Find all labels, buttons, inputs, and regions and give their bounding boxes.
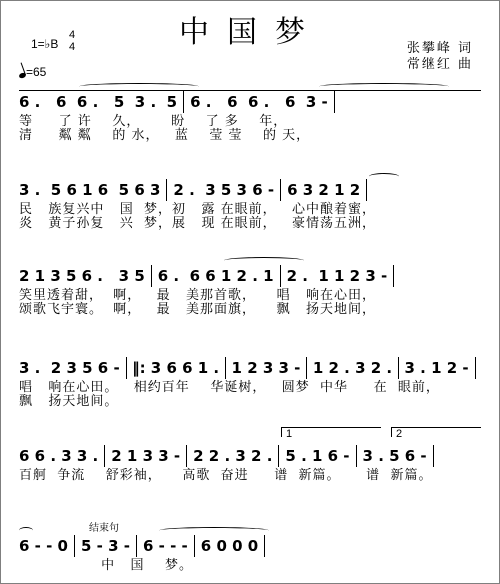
lyric-verse-1: 百舸 争流 舒彩袖， 高歌 奋进 谱 新篇。 谱 新篇。 [19, 468, 433, 483]
measure: 3 . 1 2 - [404, 359, 469, 377]
measure: 6 6 . 3 3 . [19, 447, 99, 465]
bar-line [393, 265, 394, 287]
measure: 1 2 . 3 2 . [312, 359, 393, 377]
notation-line [19, 179, 481, 201]
bar-line [280, 179, 281, 201]
tie-mark [224, 257, 304, 264]
bar-line [278, 445, 279, 467]
lyric-verse-1: 唱 响在心田。 相约百年 华诞树， 圆梦 中华 在 眼前， [19, 380, 440, 395]
time-signature-top: 4 [68, 29, 76, 41]
tie-mark [159, 527, 269, 534]
bar-line [334, 91, 335, 113]
lyric-verse-1: 中 国 梦。 [19, 558, 194, 573]
time-signature-bottom: 4 [68, 41, 76, 53]
first-ending-bracket: 1 [281, 427, 381, 437]
bar-line [186, 445, 187, 467]
bar-line [280, 265, 281, 287]
measure: 6 0 0 0 [200, 537, 259, 555]
tie-mark [19, 527, 33, 534]
measure: 5 . 1 6 - [285, 447, 350, 465]
composer-credit: 常继红 曲 [406, 57, 473, 72]
bar-line [104, 445, 105, 467]
tie-mark [79, 83, 199, 90]
bar-line [74, 535, 75, 557]
tempo-marking [19, 65, 46, 79]
repeat-start-measure: ‖: 3 6 6 1 . [132, 359, 220, 377]
bar-line [433, 445, 434, 467]
measure: 2 2 . 3 2 . [193, 447, 273, 465]
second-ending-bracket: 2 [391, 427, 481, 437]
measure: 3 . 5 6 - [362, 447, 427, 465]
lyricist-credit: 张攀峰 词 [406, 41, 473, 56]
measure: 3 . 2 3 5 6 - [19, 359, 120, 377]
notation-line [19, 535, 481, 557]
tempo-value: =65 [26, 65, 47, 79]
lyric-verse-2: 清 粼 粼 的 水， 蓝 莹 莹 的 天， [19, 128, 311, 143]
measure: 2 1 3 5 6 . 3 5 [19, 267, 145, 285]
lyric-verse-2: 炎 黄子孙复 兴 梦，展 现 在眼前， 豪情荡五洲， [19, 216, 376, 231]
final-bar-line [264, 535, 265, 557]
bar-line [166, 179, 167, 201]
bar-line [366, 179, 367, 201]
measure: 6 . 6 6 . 5 3 . 5 [19, 93, 178, 111]
song-title: 中国梦 [179, 15, 323, 50]
notation-line [19, 445, 481, 467]
measure: 1 2 3 3 - [231, 359, 301, 377]
measure: 5 - 3 - [81, 537, 130, 555]
notation-line [19, 357, 481, 379]
measure: 2 . 1 1 2 3 - [286, 267, 388, 285]
lyric-verse-1: 笑里透着甜， 啊， 最 美那首歌， 唱 响在心田， [19, 288, 376, 303]
tie-mark [319, 83, 449, 90]
measure: 6 - - 0 [19, 537, 68, 555]
coda-label: 结束句 [89, 523, 119, 534]
lyric-verse-2: 飘 扬天地间。 [19, 394, 119, 409]
bar-line [356, 445, 357, 467]
measure: 6 . 6 6 1 2 . 1 [157, 267, 274, 285]
key-signature: 1=♭B [31, 37, 59, 51]
notation-line [19, 265, 481, 287]
time-signature [65, 29, 79, 53]
measure: 2 1 3 3 - [111, 447, 181, 465]
lyric-verse-1: 等 了 许 久， 盼 了 多 年， [19, 114, 288, 129]
measure: 6 . 6 6 . 6 3 - [190, 93, 328, 111]
measure: 6 - - - [143, 537, 188, 555]
bar-line [151, 265, 152, 287]
bar-line [194, 535, 195, 557]
lyric-verse-2: 颂歌飞宇寰。 啊， 最 美那面旗， 飘 扬天地间， [19, 302, 376, 317]
notation-line [19, 91, 481, 113]
bar-line [136, 535, 137, 557]
lyric-verse-1: 民 族复兴中 国 梦，初 露 在眼前， 心中酿着蜜， [19, 202, 376, 217]
bar-line [183, 91, 184, 113]
measure: 3 . 5 6 1 6 5 6 3 [19, 181, 161, 199]
measure: 6 3 2 1 2 [287, 181, 361, 199]
measure: 2 . 3 5 3 6 - [173, 181, 275, 199]
